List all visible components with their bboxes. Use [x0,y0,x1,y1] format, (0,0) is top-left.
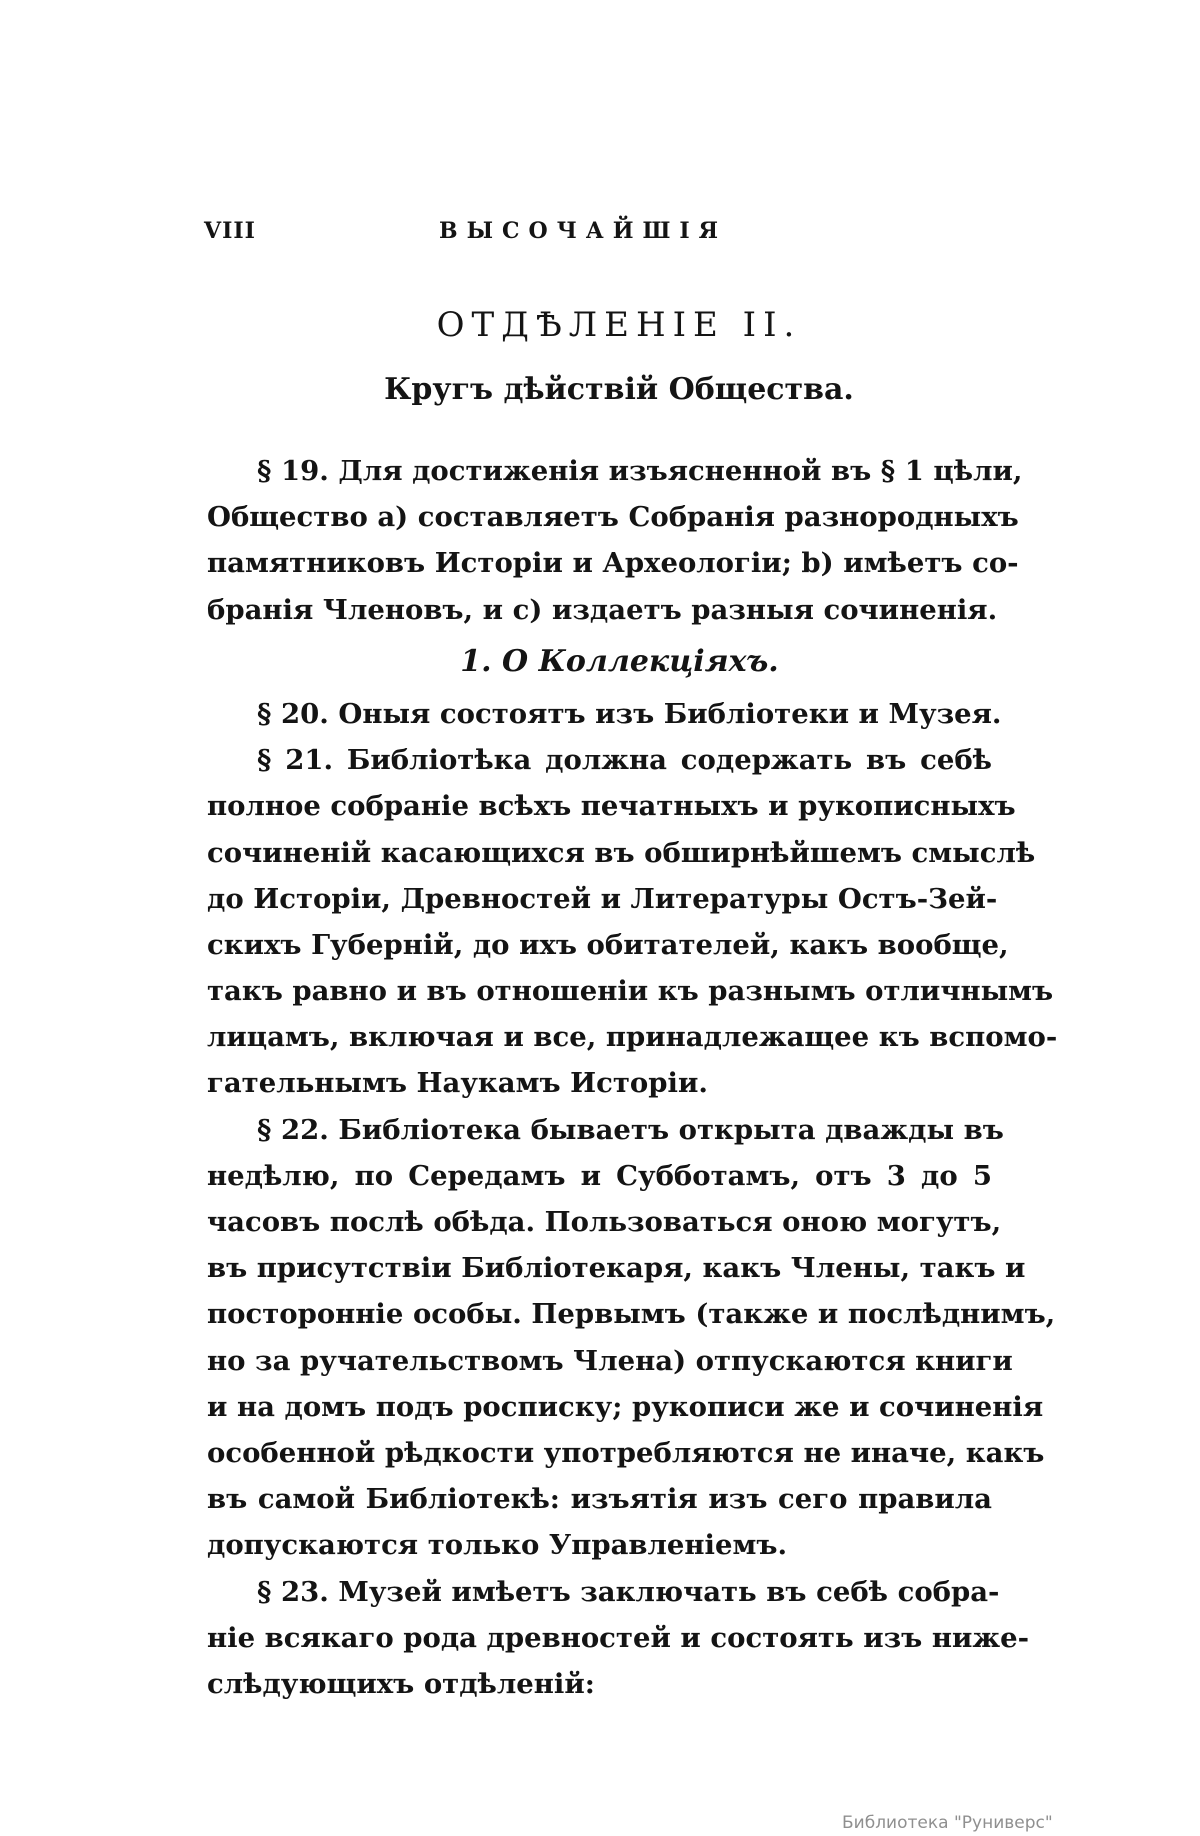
running-head-title: ВЫСОЧАЙШІЯ [439,218,728,244]
section-heading: ОТДѢЛЕНІЕ II. [436,305,802,345]
page-number: VIII [204,218,256,244]
text-line: недѣлю, по Середамъ и Субботамъ, отъ 3 до 5 [207,1159,992,1192]
text-line: такъ равно и въ отношеніи къ разнымъ отличнымъ [207,975,1054,1008]
text-line: § 20. Оныя состоятъ изъ Библіотеки и Музея. [257,697,1002,730]
text-line: посторонніе особы. Первымъ (также и послѣднимъ, [207,1298,1056,1331]
text-line: § 19. Для достиженія изъясненной въ § 1 цѣли, [257,455,1023,487]
text-line: особенной рѣдкости употребляются не иначе, какъ [207,1436,1045,1469]
text-line: въ самой Библіотекѣ: изъятія изъ сего правила [207,1483,992,1516]
text-line: полное собраніе всѣхъ печатныхъ и рукописныхъ [207,790,1016,823]
section-subheading: Кругъ дѣйствій Общества. [384,372,854,407]
text-line: § 21. Библіотѣка должна содержать въ себѣ [257,744,992,777]
text-line: сочиненій касающихся въ обширнѣйшемъ смыслѣ [207,836,1036,869]
subsection-heading: 1. О Коллекціяхъ. [460,643,779,679]
text-line: до Исторіи, Древностей и Литературы Остъ-Зей- [207,882,998,915]
text-line: ніе всякаго рода древностей и состоять изъ ниже- [207,1621,1030,1654]
body-text [207,448,1058,1707]
text-line: лицамъ, включая и все, принадлежащее къ вспомо- [207,1021,1058,1054]
text-line: § 23. Музей имѣетъ заключать въ себѣ собра- [257,1575,1000,1608]
running-head [204,218,994,258]
text-line: бранія Членовъ, и с) издаетъ разныя сочиненія. [207,593,998,626]
text-line: допускаются только Управленіемъ. [207,1529,788,1562]
text-line: но за ручательствомъ Члена) отпускаются книги [207,1344,1013,1377]
text-line: гательнымъ Наукамъ Исторіи. [207,1067,708,1100]
text-line: Общество а) составляетъ Собранія разнородныхъ [207,501,1019,534]
text-line: слѣдующихъ отдѣленій: [207,1667,595,1700]
text-line: въ присутствіи Библіотекаря, какъ Члены, такъ и [207,1252,1026,1285]
library-watermark: Библиотека "Руниверс" [842,1813,1053,1833]
text-line: § 22. Библіотека бываетъ открыта дважды въ [257,1113,1004,1146]
text-line: памятниковъ Исторіи и Археологіи; b) имѣетъ со- [207,547,1019,580]
text-line: и на домъ подъ росписку; рукописи же и сочиненія [207,1390,1044,1423]
text-line: скихъ Губерній, до ихъ обитателей, какъ вообще, [207,928,1009,961]
text-line: часовъ послѣ обѣда. Пользоваться оною могутъ, [207,1206,1002,1238]
